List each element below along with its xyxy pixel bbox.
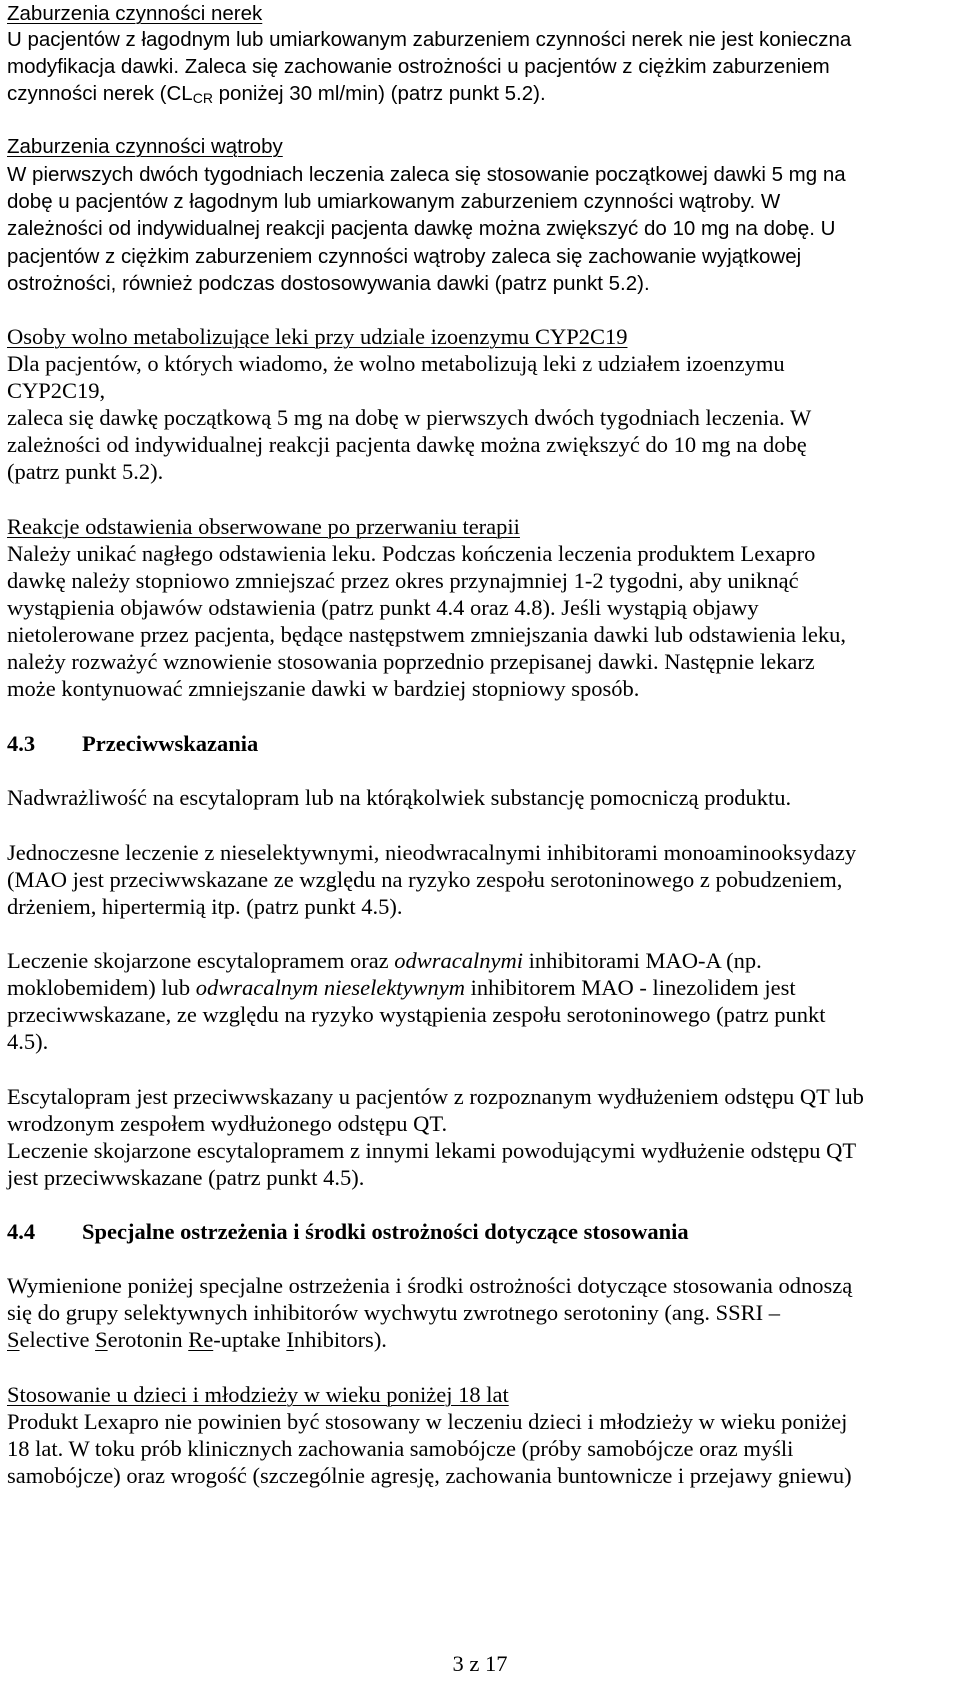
section-4-4-number: 4.4	[7, 1219, 36, 1244]
withdrawal-line: Należy unikać nagłego odstawienia leku. Podczas kończenia leczenia produktem Lexapro	[7, 541, 816, 566]
underlined-letter: I	[286, 1327, 294, 1352]
ssri-expansion	[7, 1326, 387, 1354]
withdrawal-heading: Reakcje odstawienia obserwowane po przerwaniu terapii	[7, 514, 520, 539]
contraindication-maoa-line-3: przeciwwskazane, ze względu na ryzyko wystąpienia zespołu serotoninowego (patrz punkt	[7, 1002, 826, 1027]
children-line: samobójcze) oraz wrogość (szczególnie agresję, zachowania buntownicze i przejawy gniewu)	[7, 1463, 852, 1488]
hepatic-line: pacjentów z ciężkim zaburzeniem czynności wątroby zaleca się zachowanie wyjątkowej	[7, 245, 802, 268]
contraindication-qt-line: wrodzonym zespołem wydłużonego odstępu QT.	[7, 1111, 448, 1136]
withdrawal-line: dawkę należy stopniowo zmniejszać przez okres przynajmniej 1-2 tygodni, aby uniknąć	[7, 568, 799, 593]
contraindication-mao-line: Jednoczesne leczenie z nieselektywnymi, nieodwracalnymi inhibitorami monoaminooksydazy	[7, 840, 857, 865]
contraindication-maoa-line-1	[7, 947, 762, 975]
underlined-letter: S	[7, 1327, 20, 1352]
contraindication-qt-line: jest przeciwwskazane (patrz punkt 4.5).	[7, 1165, 365, 1190]
hepatic-line: ostrożności, również podczas dostosowywania dawki (patrz punkt 5.2).	[7, 272, 650, 295]
renal-line-1: U pacjentów z łagodnym lub umiarkowanym zaburzeniem czynności nerek nie jest konieczna	[7, 28, 852, 51]
children-line: Produkt Lexapro nie powinien być stosowany w leczeniu dzieci i młodzieży w wieku poniżej	[7, 1409, 848, 1434]
text-span: nhibitors).	[293, 1327, 387, 1352]
clcr-subscript: CR	[192, 90, 213, 106]
text-span: Leczenie skojarzone escytalopramem oraz	[7, 948, 395, 973]
renal-heading: Zaburzenia czynności nerek	[7, 2, 263, 25]
withdrawal-line: należy rozważyć wznowienie stosowania poprzednio przepisanej dawki. Następnie lekarz	[7, 649, 815, 674]
cyp-line: zaleca się dawkę początkową 5 mg na dobę w pierwszych dwóch tygodniach leczenia. W	[7, 405, 812, 430]
warnings-intro-line-2: się do grupy selektywnych inhibitorów wychwytu zwrotnego serotoniny (ang. SSRI –	[7, 1300, 781, 1325]
contraindication-qt-line: Leczenie skojarzone escytalopramem z innymi lekami powodującymi wydłużenie odstępu QT	[7, 1138, 857, 1163]
contraindication-mao-line: drżeniem, hipertermią itp. (patrz punkt 4.5).	[7, 894, 403, 919]
text-span: inhibitorami MAO-A (np.	[523, 948, 762, 973]
cyp-line: zależności od indywidualnej reakcji pacjenta dawkę można zwiększyć do 10 mg na dobę	[7, 432, 807, 457]
text-span: moklobemidem) lub	[7, 975, 196, 1000]
withdrawal-line: może kontynuować zmniejszanie dawki w bardziej stopniowy sposób.	[7, 676, 640, 701]
contraindication-maoa-line-2	[7, 974, 796, 1002]
hepatic-line: dobę u pacjentów z łagodnym lub umiarkowanym zaburzeniem czynności wątroby. W	[7, 190, 781, 213]
contraindication-maoa-line-4: 4.5).	[7, 1029, 49, 1054]
underlined-letter: S	[95, 1327, 108, 1352]
italic-span: odwracalnym nieselektywnym	[195, 975, 466, 1000]
cyp-line: (patrz punkt 5.2).	[7, 459, 164, 484]
section-4-3-number: 4.3	[7, 731, 36, 756]
cyp-line: Dla pacjentów, o których wiadomo, że wolno metabolizują leki z udziałem izoenzymu	[7, 351, 785, 376]
contraindication-qt-line: Escytalopram jest przeciwwskazany u pacjentów z rozpoznanym wydłużeniem odstępu QT lub	[7, 1084, 864, 1109]
warnings-intro-line-1: Wymienione poniżej specjalne ostrzeżenia i środki ostrożności dotyczące stosowania odnoszą	[7, 1273, 853, 1298]
section-4-4-title: Specjalne ostrzeżenia i środki ostrożności dotyczące stosowania	[82, 1219, 689, 1244]
text-span: elective	[19, 1327, 96, 1352]
renal-line-3	[7, 80, 546, 108]
children-line: 18 lat. W toku prób klinicznych zachowania samobójcze (próby samobójcze oraz myśli	[7, 1436, 794, 1461]
italic-span: odwracalnymi	[394, 948, 524, 973]
hepatic-line: W pierwszych dwóch tygodniach leczenia zaleca się stosowanie początkowej dawki 5 mg na	[7, 163, 846, 186]
section-4-3-title: Przeciwwskazania	[82, 731, 259, 756]
text-span: inhibitorem MAO - linezolidem jest	[465, 975, 796, 1000]
renal-line-3-pre: czynności nerek (CL	[7, 82, 193, 105]
page-number: 3 z 17	[452, 1651, 508, 1676]
hepatic-line: zależności od indywidualnej reakcji pacjenta dawkę można zwiększyć do 10 mg na dobę. U	[7, 217, 836, 240]
renal-line-3-post: poniżej 30 ml/min) (patrz punkt 5.2).	[212, 82, 546, 105]
children-heading: Stosowanie u dzieci i młodzieży w wieku poniżej 18 lat	[7, 1382, 509, 1407]
renal-line-2: modyfikacja dawki. Zaleca się zachowanie ostrożności u pacjentów z ciężkim zaburzeniem	[7, 55, 830, 78]
hepatic-heading: Zaburzenia czynności wątroby	[7, 135, 283, 158]
cyp-line: CYP2C19,	[7, 378, 106, 403]
underlined-letter: Re	[188, 1327, 214, 1352]
text-span: erotonin	[107, 1327, 189, 1352]
contraindication-hypersensitivity: Nadwrażliwość na escytalopram lub na którąkolwiek substancję pomocniczą produktu.	[7, 785, 792, 810]
withdrawal-line: nietolerowane przez pacjenta, będące następstwem zmniejszania dawki lub odstawienia leku,	[7, 622, 847, 647]
contraindication-mao-line: (MAO jest przeciwwskazane ze względu na ryzyko zespołu serotoninowego z pobudzeniem,	[7, 867, 843, 892]
cyp-heading: Osoby wolno metabolizujące leki przy udziale izoenzymu CYP2C19	[7, 324, 628, 349]
text-span: -uptake	[213, 1327, 287, 1352]
withdrawal-line: wystąpienia objawów odstawienia (patrz punkt 4.4 oraz 4.8). Jeśli wystąpią objawy	[7, 595, 759, 620]
